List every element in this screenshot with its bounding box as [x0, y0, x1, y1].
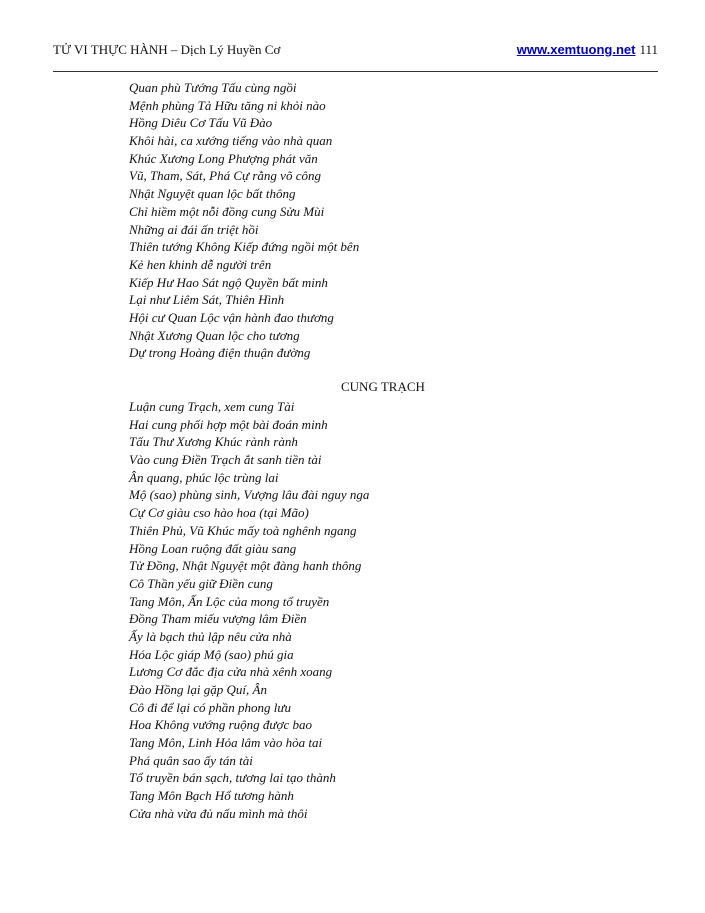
poem-line: Cửa nhà vừa đủ nấu mình mà thôi [129, 805, 308, 821]
poem-line: Khôi hài, ca xướng tiếng vào nhà quan [129, 133, 333, 149]
poem-line: Nhật Nguyệt quan lộc bất thông [129, 186, 296, 202]
poem-line: Chỉ hiềm một nỗi đồng cung Sửu Mùi [129, 203, 325, 219]
poem-line: Hoa Không vướng ruộng được bao [129, 717, 312, 733]
poem-line: Kẻ hen khinh dễ người trên [129, 256, 272, 272]
poem-line: Hồng Diêu Cơ Tấu Vũ Đào [129, 115, 273, 131]
poem-line: Kiếp Hư Hao Sát ngộ Quyền bất minh [129, 274, 328, 290]
poem-line: Dự trong Hoàng điện thuận đường [129, 345, 311, 361]
section-heading-text: CUNG TRẠCH [341, 379, 425, 394]
poem-section-1 [129, 79, 359, 362]
poem-line: Mộ (sao) phùng sinh, Vượng lâu đài nguy nga [129, 487, 370, 503]
poem-line: Thiên tướng Không Kiếp đứng ngồi một bên [129, 239, 360, 255]
poem-line: Hai cung phối hợp một bài đoán minh [129, 416, 328, 432]
poem-line: Tấu Thư Xương Khúc rành rành [129, 434, 298, 450]
poem-line: Thiên Phủ, Vũ Khúc mấy toà nghênh ngang [129, 522, 357, 538]
poem-line: Cự Cơ giàu cso hào hoa (tại Mão) [129, 505, 309, 521]
poem-line: Tử Đồng, Nhật Nguyệt một đàng hanh thông [129, 558, 362, 574]
poem-line: Tang Môn, Ấn Lộc của mong tổ truyền [129, 593, 330, 609]
page-header [53, 40, 658, 62]
poem-line: Đào Hồng lại gặp Quí, Ân [129, 682, 267, 697]
poem-line: Hồng Loan ruộng đất giàu sang [129, 540, 297, 556]
header-title: TỬ VI THỰC HÀNH – Dịch Lý Huyền Cơ [53, 42, 281, 57]
poem-section-2 [129, 398, 369, 823]
poem-line: Đồng Tham miếu vượng lâm Điền [129, 611, 307, 627]
poem-line: Hội cư Quan Lộc vận hành đao thương [129, 309, 334, 325]
poem-line: Hóa Lộc giáp Mộ (sao) phú gia [129, 646, 294, 662]
poem-line: Cô Thần yếu giữ Điền cung [129, 575, 273, 591]
poem-line: Mệnh phùng Tả Hữu tăng ni khỏi nào [129, 97, 326, 113]
poem-line: Quan phù Tướng Tấu cùng ngồi [129, 80, 297, 95]
poem-line: Tang Môn, Linh Hỏa lâm vào hỏa tai [129, 735, 323, 751]
poem-line: Những ai đái ấn triệt hồi [129, 221, 259, 237]
poem-line: Ấy là bạch thủ lập nêu cửa nhà [129, 628, 292, 644]
poem-line: Vũ, Tham, Sát, Phá Cự rằng võ công [129, 168, 321, 184]
poem-line: Luận cung Trạch, xem cung Tài [129, 399, 295, 414]
website-link[interactable]: www.xemtuong.net [516, 42, 636, 57]
poem-line: Nhật Xương Quan lộc cho tương [129, 327, 300, 343]
poem-line: Lương Cơ đắc địa cửa nhà xênh xoang [129, 664, 333, 680]
poem-line: Khúc Xương Long Phượng phát văn [129, 150, 318, 166]
poem-line: Tổ truyền bán sạch, tương lai tạo thành [129, 770, 336, 786]
poem-line: Vào cung Điền Trạch ắt sanh tiền tài [129, 452, 322, 468]
poem-line: Tang Môn Bạch Hổ tương hành [129, 788, 294, 804]
header-divider [53, 71, 658, 72]
poem-line: Ân quang, phúc lộc trùng lai [129, 469, 279, 485]
poem-line: Phá quân sao ấy tán tài [129, 752, 253, 768]
poem-line: Cô đi để lại có phần phong lưu [129, 699, 291, 715]
poem-line: Lại như Liêm Sát, Thiên Hình [129, 292, 285, 308]
header-right [517, 42, 658, 58]
page-number: 111 [639, 42, 658, 57]
